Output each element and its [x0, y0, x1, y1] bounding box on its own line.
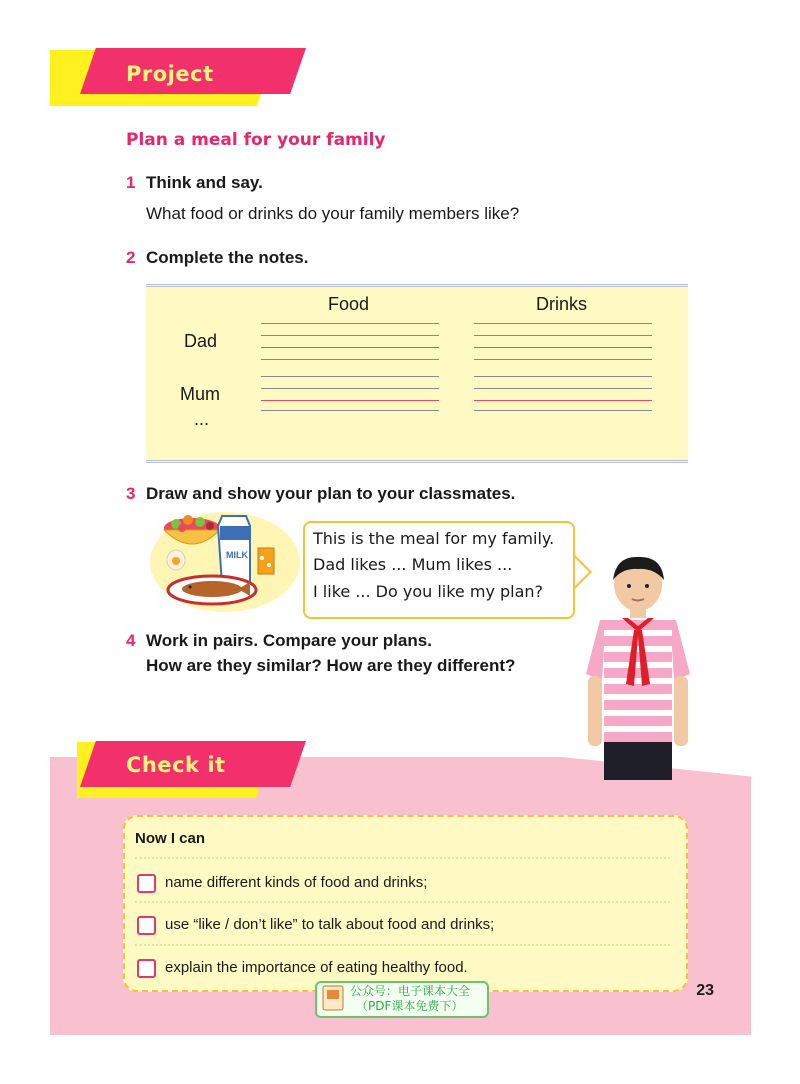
milk-label: MILK: [226, 550, 248, 560]
notes-row-dad: Dad: [184, 331, 218, 351]
step-2-number: 2: [126, 248, 136, 267]
step-2-title: Complete the notes.: [146, 248, 309, 267]
divider: [135, 857, 670, 859]
checkbox-1[interactable]: [137, 874, 156, 893]
step-3-title: Draw and show your plan to your classmates.: [146, 484, 516, 503]
writing-line[interactable]: [474, 410, 652, 411]
step-4-title: Work in pairs. Compare your plans.: [146, 631, 432, 650]
speech-line-2: Dad likes ... Mum likes ...: [313, 555, 513, 574]
check-item-3: explain the importance of eating healthy food.: [165, 959, 468, 976]
speech-line-3: I like ... Do you like my plan?: [313, 582, 544, 601]
salad-bowl-icon: [164, 515, 220, 544]
writing-line[interactable]: [261, 388, 439, 389]
step-4-number: 4: [126, 631, 136, 650]
egg-icon: [167, 550, 185, 570]
writing-line[interactable]: [474, 388, 652, 389]
page-number: 23: [696, 982, 714, 999]
checkbox-2[interactable]: [137, 916, 156, 935]
watermark-line-2: （PDF课本免费下）: [356, 999, 464, 1013]
checkbox-3[interactable]: [137, 959, 156, 978]
milk-carton-icon: [218, 516, 250, 584]
writing-line[interactable]: [474, 335, 652, 336]
writing-line[interactable]: [474, 347, 652, 348]
writing-line[interactable]: [474, 323, 652, 324]
writing-line[interactable]: [261, 323, 439, 324]
project-title: Project: [126, 62, 214, 86]
step-1-number: 1: [126, 173, 136, 192]
boy-figure: [582, 556, 694, 780]
step-1-title: Think and say.: [146, 173, 263, 192]
notes-column-food: Food: [328, 294, 370, 314]
writing-line[interactable]: [474, 400, 652, 401]
notes-column-drinks: Drinks: [536, 294, 588, 314]
notes-row-more: ...: [194, 409, 210, 429]
fish-plate-icon: [168, 576, 256, 604]
juice-glass-icon: [258, 548, 274, 574]
writing-line[interactable]: [261, 347, 439, 348]
writing-line[interactable]: [261, 335, 439, 336]
writing-line[interactable]: [261, 410, 439, 411]
divider: [135, 901, 670, 903]
writing-line[interactable]: [474, 359, 652, 360]
speech-line-1: This is the meal for my family.: [313, 529, 555, 548]
writing-line[interactable]: [261, 400, 439, 401]
writing-line[interactable]: [261, 376, 439, 377]
writing-line[interactable]: [474, 376, 652, 377]
notes-table: [146, 284, 688, 463]
step-4-body: How are they similar? How are they different?: [146, 656, 516, 675]
project-subtitle: Plan a meal for your family: [126, 130, 386, 150]
writing-line[interactable]: [261, 359, 439, 360]
book-icon: [322, 985, 344, 1011]
meal-illustration: [150, 510, 300, 614]
watermark-line-1: 公众号：电子课本大全: [350, 984, 471, 998]
now-i-can-heading: Now I can: [135, 830, 206, 847]
divider: [135, 944, 670, 946]
step-1-body: What food or drinks do your family members like?: [146, 204, 520, 223]
notes-row-mum: Mum: [180, 384, 220, 404]
step-3-number: 3: [126, 484, 136, 503]
check-title: Check it: [126, 753, 226, 777]
check-item-1: name different kinds of food and drinks;: [165, 874, 428, 891]
check-item-2: use “like / don’t like” to talk about food and drinks;: [165, 916, 495, 933]
